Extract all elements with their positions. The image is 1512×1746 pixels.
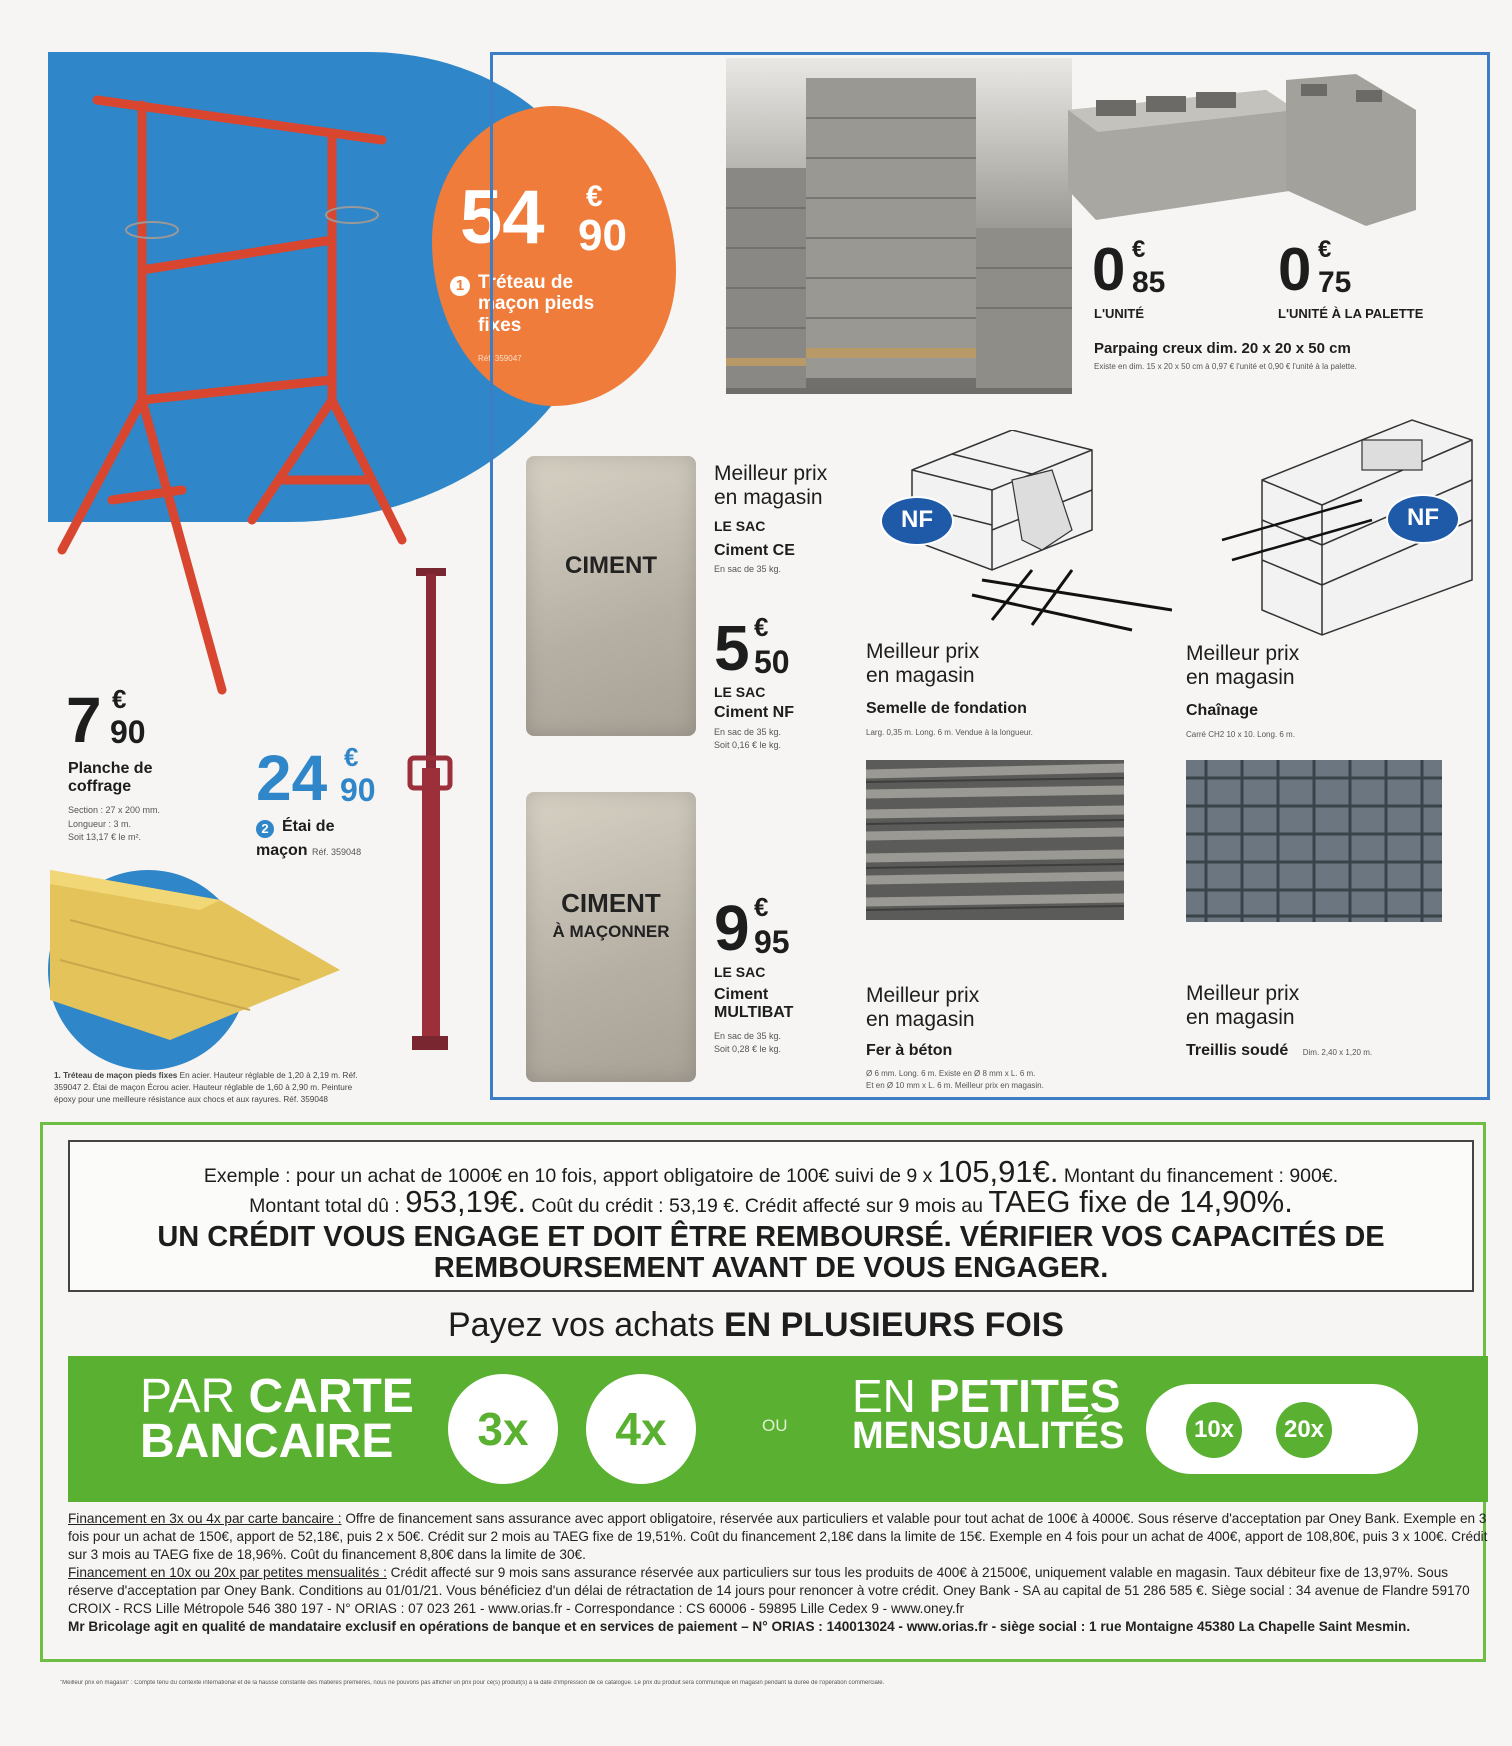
etai-name-line2: maçon Réf. 359048 (256, 842, 362, 859)
parpaing-pallet-drawing (726, 58, 1072, 394)
fer-beton-drawing (866, 760, 1124, 920)
nf-badge: NF (1386, 494, 1460, 544)
ciment-nf-details: En sac de 35 kg. Soit 0,16 € le kg. (714, 727, 782, 750)
item-number-badge: 1 (450, 276, 470, 296)
ciment-multibat-price: 9 € 95 (714, 892, 790, 964)
treillis-photo (1186, 760, 1442, 922)
etai-name: Étai de (282, 818, 335, 835)
planche-image (50, 860, 340, 1050)
ciment-nf-price: 5 € 50 (714, 612, 790, 684)
par-carte-bancaire: PAR CARTE BANCAIRE (140, 1370, 414, 1469)
option-20x[interactable]: 20x (1276, 1402, 1332, 1458)
credit-warning: UN CRÉDIT VOUS ENGAGE ET DOIT ÊTRE REMBOURSÉ. VÉRIFIER VOS CAPACITÉS DE REMBOURSEMENT AVANT DE VOUS ENGAGER. (157, 1221, 1385, 1285)
option-3x[interactable]: 3x (448, 1374, 558, 1484)
le-sac-label: LE SAC (714, 518, 766, 534)
chainage-name: Chaînage (1186, 702, 1259, 719)
en-petites-mensualites: EN PETITES MENSUALITÉS (852, 1370, 1125, 1458)
payment-options-band (68, 1356, 1488, 1502)
ciment-multibat-sack: CIMENT À MAÇONNER (526, 792, 696, 1082)
treteau-ref: Réf. 359047 (478, 354, 522, 363)
price-integer: 54 (460, 175, 545, 260)
price-cents: 90 (578, 211, 627, 260)
parpaing-unit-price: 0 € 85 (1092, 236, 1166, 303)
ciment-multibat-details: En sac de 35 kg. Soit 0,28 € le kg. (714, 1031, 782, 1054)
semelle-detail: Larg. 0,35 m. Long. 6 m. Vendue à la longueur. (866, 728, 1033, 737)
planche-name: Planche de coffrage (68, 760, 153, 796)
fer-name: Fer à béton (866, 1042, 953, 1059)
treillis-drawing (1186, 760, 1442, 922)
treteau-name: Tréteau de maçon pieds fixes (478, 272, 595, 336)
palette-label: L'UNITÉ À LA PALETTE (1278, 306, 1424, 321)
unit-label: L'UNITÉ (1094, 306, 1145, 321)
fer-details: Ø 6 mm. Long. 6 m. Existe en Ø 8 mm x L. 6 m. Et en Ø 10 mm x L. 6 m. Meilleur prix en magasin. (866, 1069, 1044, 1090)
option-10x[interactable]: 10x (1186, 1402, 1242, 1458)
treillis-name-row (1186, 1042, 1372, 1060)
ciment-multibat-name: Ciment MULTIBAT (714, 986, 794, 1022)
chainage-detail: Carré CH2 10 x 10. Long. 6 m. (1186, 730, 1295, 739)
currency-symbol: € (586, 180, 603, 213)
credit-example-box (68, 1140, 1474, 1292)
ciment-ce-best-price: Meilleur prix en magasin (714, 462, 828, 510)
fer-beton-photo (866, 760, 1124, 920)
products-footnote: 1. Tréteau de maçon pieds fixes En acier. Hauteur réglable de 1,20 à 2,19 m. Réf. 359047 2. Étai de maçon Écrou acier. Hauteur réglable de 1,60 à 2,90 m. Peinture époxy pour une meilleure résistance aux chocs et aux rayures. Réf. 359048 (54, 1071, 358, 1104)
semelle-best-price: Meilleur prix en magasin (866, 640, 980, 688)
etai-image (400, 568, 460, 1064)
semelle-name: Semelle de fondation (866, 700, 1027, 717)
ou-separator: OU (762, 1416, 788, 1435)
nf-badge: NF (880, 496, 954, 546)
treillis-name: Treillis soudé (1186, 1042, 1289, 1059)
treteau-image (52, 80, 412, 700)
treillis-detail: Dim. 2,40 x 1,20 m. (1302, 1048, 1373, 1057)
ciment-ce-detail: En sac de 35 kg. (714, 564, 782, 574)
parpaing-pallet-photo (726, 58, 1072, 394)
fer-best-price: Meilleur prix en magasin (866, 984, 980, 1032)
financing-legal-text: Financement en 3x ou 4x par carte bancaire : Offre de financement sans assurance avec apport obligatoire, réservée aux particuliers et valable pour tout achat de 100€ à 4000€. Sous réserve d'acceptation par Oney Bank. Exemple en 3 fois pour un achat de 150€, apport de 52,18€, puis 2 x 50€. Crédit sur 2 mois au TAEG fixe de 19,51%. Coût du financement 2,18€ dans la limite de 15€. Exemple en 4 fois pour un achat de 400€, apport de 108,80€, puis 3 x 100€. Crédit sur 3 mois au TAEG fixe de 18,96%. Coût du financement 8,80€ dans la limite de 30€. Financement en 10x ou 20x par petites mensualités : Crédit affecté sur 9 mois sans assurance réservée aux particuliers sur tous les produits de 400€ à 21500€, uniquement valable en magasin. Taux débiteur fixe de 13,97%. Sous réserve d'acceptation par Oney Bank. Conditions au 01/01/21. Vous bénéficiez d'un délai de rétractation de 14 jours pour renoncer à votre crédit. Oney Bank - SA au capital de 51 286 585 €. Siège social : 34 avenue de Flandre 59170 CROIX - RCS Lille Métropole 546 380 197 - N° ORIAS : 07 023 261 - www.orias.fr - Correspondance : CS 60006 - 59895 Lille Cedex 9 - www.oney.fr Mr Bricolage agit en qualité de mandataire exclusif en opérations de banque et en services de paiement – N° ORIAS : 140013024 - www.orias.fr - siège social : 1 rue Montaigne 45380 La Chapelle Saint Mesmin. (68, 1511, 1488, 1635)
parpaing-palette-price: 0 € 75 (1278, 236, 1352, 303)
item-number-badge: 2 (256, 820, 274, 838)
planche-details: Section : 27 x 200 mm. Longueur : 3 m. Soit 13,17 € le m². (68, 805, 161, 842)
credit-line-2: Montant total dû : 953,19€. Coût du crédit : 53,19 €. Crédit affecté sur 9 mois au TAEG fixe de 14,90%. (249, 1184, 1293, 1219)
treillis-best-price: Meilleur prix en magasin (1186, 982, 1300, 1030)
credit-line-1: Exemple : pour un achat de 1000€ en 10 fois, apport obligatoire de 100€ suivi de 9 x 105,91€. Montant du financement : 900€. (203, 1154, 1339, 1189)
option-4x[interactable]: 4x (586, 1374, 696, 1484)
etai-price: 24 € 90 (256, 742, 376, 814)
chainage-best-price: Meilleur prix en magasin (1186, 642, 1300, 690)
ciment-ce-name: Ciment CE (714, 542, 795, 559)
le-sac-label: LE SAC (714, 684, 766, 700)
ciment-ce-sack: CIMENT (526, 456, 696, 736)
le-sac-label: LE SAC (714, 964, 766, 980)
best-price-footnote: "Meilleur prix en magasin" : Compte tenu du contexte international et de la hausse constante des matières premières, nous ne pouvons pas afficher un prix pour ce(s) produit(s) à la date d'impression de ce catalogue. Le prix du produit sera communiqué en magasin pendant la durée de l'opération commerciale. (60, 1680, 885, 1686)
payez-heading: Payez vos achats EN PLUSIEURS FOIS (448, 1306, 1064, 1344)
parpaing-detail: Existe en dim. 15 x 20 x 50 cm à 0,97 € l'unité et 0,90 € l'unité à la palette. (1094, 362, 1357, 371)
parpaing-name: Parpaing creux dim. 20 x 20 x 50 cm (1094, 340, 1351, 357)
ciment-nf-name: Ciment NF (714, 704, 794, 721)
monthly-options-pill (1146, 1384, 1418, 1474)
parpaing-block-image (1066, 70, 1426, 230)
planche-price: 7 € 90 (66, 684, 146, 756)
